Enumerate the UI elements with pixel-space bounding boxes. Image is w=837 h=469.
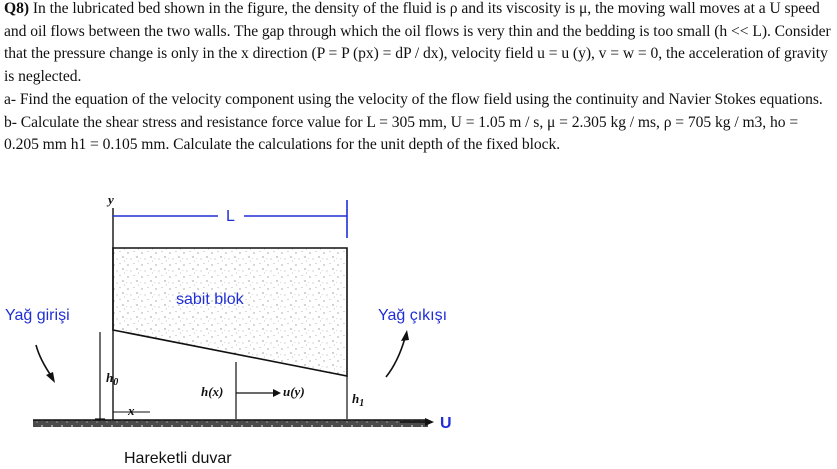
oil-inlet-arrowhead [46,372,55,383]
wall-speed-label: U [440,415,452,432]
question-number: Q8) [4,0,29,17]
y-axis-label: y [108,192,114,207]
velocity-arrowhead [273,389,281,397]
moving-wall-label: Hareketli duvar [124,450,232,467]
length-label: L [226,208,235,225]
moving-wall [33,420,428,427]
hx-label: h(x) [201,384,224,399]
h1-label-sub: 1 [359,398,365,409]
oil-outlet-label: Yağ çıkışı [378,307,448,324]
fixed-block-label: sabit blok [176,291,244,308]
h1-label-main: h [352,391,360,406]
velocity-label: u(y) [283,384,305,399]
oil-outlet-arrowhead [401,330,409,341]
question-text [4,0,834,157]
oil-inlet-arrow [36,345,52,377]
h0-label [106,370,118,388]
h1-label [352,391,364,409]
question-part-b: b- Calculate the shear stress and resistance force value for L = 305 mm, U = 1.05 m / s, μ = 2.305 kg / ms, ρ = 705 kg / m3, ho = 0.205 mm h1 = 0.105 mm. Calculate the calculations for the unit depth of the fixed block. [4,113,799,154]
x-axis-label: x [128,403,135,418]
fixed-block [113,248,347,376]
wall-speed-arrowhead [425,418,434,426]
h0-label-main: h [106,370,114,385]
question-intro [4,0,834,89]
question-intro-text: In the lubricated bed shown in the figure, the density of the fluid is ρ and its viscosity is μ, the moving wall moves at a U speed and oil flows between the two walls. The gap through which the oil flows is very thin and the bedding is too small (h << L). Consider that the pressure change is only in the x direction (P = P (px) = dP / dx), velocity field u = u (y), v = w = 0, the acceleration of gravity is neglected. [4,0,831,86]
h0-label-sub: 0 [113,377,119,388]
lubricated-bearing-figure [0,190,837,469]
oil-outlet-arrow [386,338,405,377]
oil-inlet-label: Yağ girişi [5,307,70,324]
question-part-a: a- Find the equation of the velocity component using the velocity of the flow field using the continuity and Navier Stokes equations. [4,90,823,108]
